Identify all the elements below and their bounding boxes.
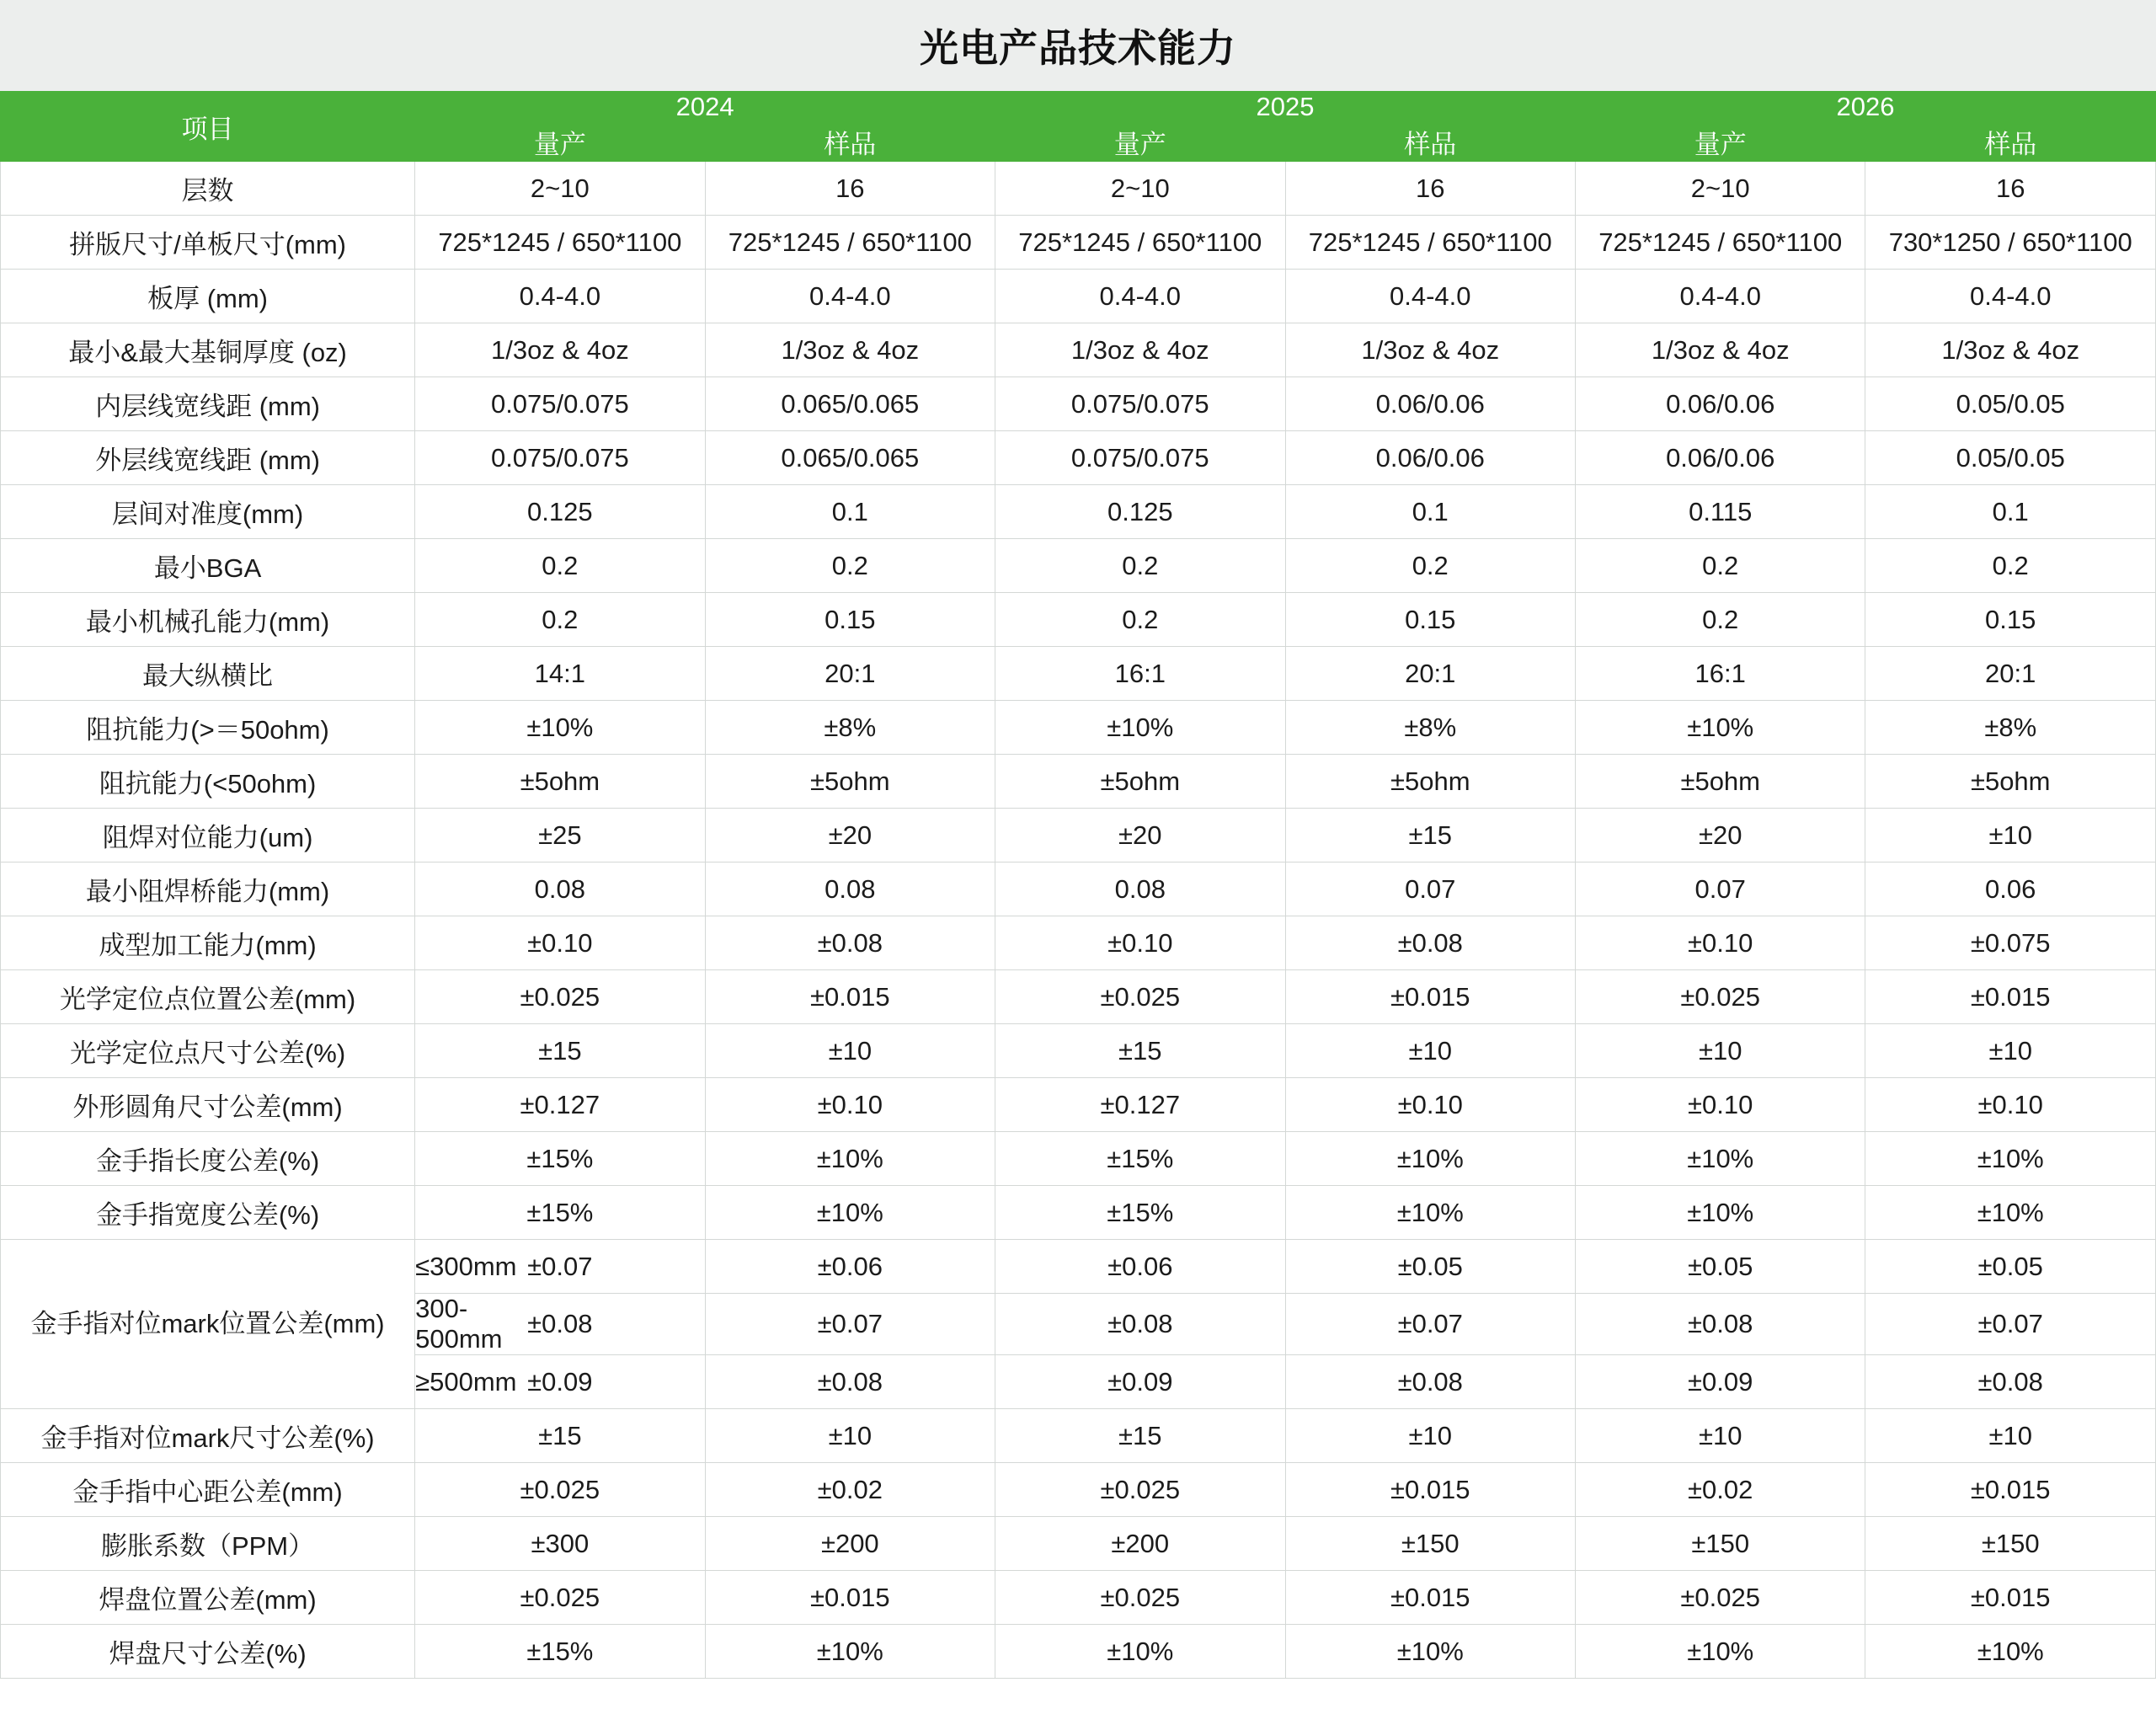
- cell-value: 0.1: [1285, 485, 1575, 539]
- cell-value: 0.125: [995, 485, 1285, 539]
- cell-value: ±0.10: [995, 916, 1285, 970]
- row-label: 最小BGA: [1, 539, 415, 593]
- cell-value: ±10: [1285, 1024, 1575, 1078]
- cell-value: 0.07: [1575, 862, 1865, 916]
- row-label: 内层线宽线距 (mm): [1, 377, 415, 431]
- table-row: [1, 216, 2156, 270]
- cell-value: ±0.02: [705, 1463, 995, 1517]
- table-row: [1, 431, 2156, 485]
- cell-value: 1/3oz & 4oz: [705, 323, 995, 377]
- cell-value: ±0.025: [1575, 970, 1865, 1024]
- page-title-bar: [0, 0, 2156, 91]
- subheader-2024-mass: 量产: [415, 123, 705, 162]
- row-label: 光学定位点尺寸公差(%): [1, 1024, 415, 1078]
- cell-value: ±10: [1865, 809, 2156, 862]
- cell-value: 730*1250 / 650*1100: [1865, 216, 2156, 270]
- cell-value: ±0.06: [995, 1240, 1285, 1294]
- cell-value: ±0.06: [705, 1240, 995, 1294]
- table-row: [1, 970, 2156, 1024]
- cell-value: 0.08: [705, 862, 995, 916]
- cell-value: 0.08: [415, 862, 705, 916]
- row-label: 膨胀系数（PPM）: [1, 1517, 415, 1571]
- cell-value: 0.15: [705, 593, 995, 647]
- cell-value: ±5ohm: [415, 755, 705, 809]
- cell-value: 0.1: [705, 485, 995, 539]
- cell-value: ±10%: [1865, 1186, 2156, 1240]
- cell-value: ±0.075: [1865, 916, 2156, 970]
- cell-value: ±0.015: [1865, 1571, 2156, 1625]
- table-row: [1, 539, 2156, 593]
- cell-value: ±10%: [705, 1625, 995, 1679]
- cell-value: ±20: [705, 809, 995, 862]
- cell-value: ±0.07: [705, 1294, 995, 1355]
- cell-value: ±10: [1865, 1024, 2156, 1078]
- row-label: 最小阻焊桥能力(mm): [1, 862, 415, 916]
- cell-value: ±0.025: [995, 1463, 1285, 1517]
- cell-value: ±0.015: [1285, 1463, 1575, 1517]
- cell-value: ±10%: [995, 1625, 1285, 1679]
- cell-value: 0.05/0.05: [1865, 431, 2156, 485]
- cell-value: ±0.10: [415, 916, 705, 970]
- table-row: [1, 1409, 2156, 1463]
- cell-value: 16:1: [1575, 647, 1865, 701]
- row-label: 最小机械孔能力(mm): [1, 593, 415, 647]
- row-label: 层数: [1, 162, 415, 216]
- row-group-label: 金手指对位mark位置公差(mm): [1, 1240, 415, 1409]
- cell-value: ±0.10: [1575, 1078, 1865, 1132]
- cell-value: 0.2: [1285, 539, 1575, 593]
- cell-value: ±0.015: [705, 970, 995, 1024]
- cell-value: 0.4-4.0: [415, 270, 705, 323]
- cell-value: ±15%: [995, 1186, 1285, 1240]
- cell-value: 0.07: [1285, 862, 1575, 916]
- cell-value: 0.15: [1285, 593, 1575, 647]
- cell-value: 1/3oz & 4oz: [1285, 323, 1575, 377]
- row-label: 阻焊对位能力(um): [1, 809, 415, 862]
- cell-value: 725*1245 / 650*1100: [415, 216, 705, 270]
- table-row: [1, 593, 2156, 647]
- row-label: 焊盘尺寸公差(%): [1, 1625, 415, 1679]
- cell-value: ±0.015: [1865, 970, 2156, 1024]
- cell-value: ±10%: [1575, 1132, 1865, 1186]
- table-row: [1, 1078, 2156, 1132]
- subheader-2026-mass: 量产: [1575, 123, 1865, 162]
- cell-value: 0.065/0.065: [705, 377, 995, 431]
- cell-value: ±10%: [415, 701, 705, 755]
- cell-value: ±150: [1865, 1517, 2156, 1571]
- cell-value: 2~10: [995, 162, 1285, 216]
- row-label: 层间对准度(mm): [1, 485, 415, 539]
- cell-value: 0.06/0.06: [1575, 377, 1865, 431]
- cell-value: ±15%: [995, 1132, 1285, 1186]
- cell-value: 20:1: [705, 647, 995, 701]
- cell-value: ±10%: [995, 701, 1285, 755]
- cell-value: ±10%: [705, 1186, 995, 1240]
- cell-value: 0.075/0.075: [415, 377, 705, 431]
- cell-value: ±0.127: [995, 1078, 1285, 1132]
- cell-value: ±15: [995, 1024, 1285, 1078]
- cell-value: 0.2: [415, 539, 705, 593]
- table-row: [1, 377, 2156, 431]
- cell-value: 0.4-4.0: [1285, 270, 1575, 323]
- cell-value: ±8%: [705, 701, 995, 755]
- cell-value: ±15: [415, 1024, 705, 1078]
- cell-value: ±0.08: [705, 1355, 995, 1409]
- cell-value: 16: [1285, 162, 1575, 216]
- cell-value: 0.05/0.05: [1865, 377, 2156, 431]
- cell-value: 0.2: [705, 539, 995, 593]
- row-label: 板厚 (mm): [1, 270, 415, 323]
- cell-value: ±0.10: [705, 1078, 995, 1132]
- cell-value: ±0.09: [995, 1355, 1285, 1409]
- cell-value: 14:1: [415, 647, 705, 701]
- table-row: [1, 1463, 2156, 1517]
- cell-value: ±5ohm: [1865, 755, 2156, 809]
- cell-value: 1/3oz & 4oz: [1865, 323, 2156, 377]
- cell-value: ±15: [415, 1409, 705, 1463]
- cell-value: ±20: [1575, 809, 1865, 862]
- cell-value: 0.2: [995, 593, 1285, 647]
- cell-value: ±0.08: [705, 916, 995, 970]
- cell-value: ±0.07: [1285, 1294, 1575, 1355]
- cell-value: 1/3oz & 4oz: [1575, 323, 1865, 377]
- cell-value: ±0.08: [1285, 1355, 1575, 1409]
- cell-value: ±0.05: [1575, 1240, 1865, 1294]
- cell-value: 16:1: [995, 647, 1285, 701]
- column-header-item: 项目: [1, 92, 415, 162]
- cell-value: ±0.08: [995, 1294, 1285, 1355]
- cell-value: ±0.015: [705, 1571, 995, 1625]
- table-row: [1, 1024, 2156, 1078]
- cell-value: ±0.10: [1865, 1078, 2156, 1132]
- row-label: 最小&最大基铜厚度 (oz): [1, 323, 415, 377]
- cell-value: ±0.015: [1285, 1571, 1575, 1625]
- subheader-2025-sample: 样品: [1285, 123, 1575, 162]
- cell-value: ±0.025: [1575, 1571, 1865, 1625]
- cell-value: 0.15: [1865, 593, 2156, 647]
- cell-value: ±0.09: [1575, 1355, 1865, 1409]
- table-header: [1, 92, 2156, 162]
- cell-value: ±15: [995, 1409, 1285, 1463]
- subheader-2025-mass: 量产: [995, 123, 1285, 162]
- cell-value: ±10%: [705, 1132, 995, 1186]
- cell-value: ±10: [705, 1024, 995, 1078]
- cell-value: 0.08: [995, 862, 1285, 916]
- table-row: [1, 1571, 2156, 1625]
- column-header-year-2025: 2025: [995, 92, 1576, 123]
- header-row-years: [1, 92, 2156, 123]
- cell-value: 20:1: [1865, 647, 2156, 701]
- cell-value: ±0.10: [1285, 1078, 1575, 1132]
- cell-value: ±0.05: [1285, 1240, 1575, 1294]
- row-label: 金手指宽度公差(%): [1, 1186, 415, 1240]
- cell-value: ±10%: [1865, 1132, 2156, 1186]
- cell-value: ±10%: [1575, 701, 1865, 755]
- table-row: [1, 916, 2156, 970]
- table-row: [1, 1625, 2156, 1679]
- cell-value: ±0.05: [1865, 1240, 2156, 1294]
- cell-value: ±0.025: [415, 1463, 705, 1517]
- table-row: [1, 1132, 2156, 1186]
- cell-value: 0.1: [1865, 485, 2156, 539]
- cell-value: ±5ohm: [1285, 755, 1575, 809]
- cell-value: ±10%: [1285, 1132, 1575, 1186]
- spec-table: [0, 91, 2156, 1679]
- cell-value: ±0.10: [1575, 916, 1865, 970]
- cell-value: 0.4-4.0: [1865, 270, 2156, 323]
- cell-value: ±10%: [1285, 1186, 1575, 1240]
- cell-value: ±200: [995, 1517, 1285, 1571]
- cell-value: ±0.015: [1285, 970, 1575, 1024]
- cell-value: 0.06/0.06: [1285, 377, 1575, 431]
- cell-value: ±0.025: [995, 1571, 1285, 1625]
- cell-value: ±10%: [1575, 1186, 1865, 1240]
- cell-value: ±0.025: [415, 970, 705, 1024]
- cell-value: 0.075/0.075: [995, 377, 1285, 431]
- cell-value: ±5ohm: [1575, 755, 1865, 809]
- table-row: [1, 647, 2156, 701]
- row-label: 成型加工能力(mm): [1, 916, 415, 970]
- cell-value: ±10: [1575, 1409, 1865, 1463]
- cell-value: 0.2: [1575, 539, 1865, 593]
- subheader-2026-sample: 样品: [1865, 123, 2156, 162]
- cell-value: 0.2: [1575, 593, 1865, 647]
- row-label: 拼版尺寸/单板尺寸(mm): [1, 216, 415, 270]
- cell-value: 0.4-4.0: [995, 270, 1285, 323]
- table-row: [1, 1517, 2156, 1571]
- cell-value: 0.4-4.0: [1575, 270, 1865, 323]
- cell-value: ±15%: [415, 1132, 705, 1186]
- cell-value: 2~10: [415, 162, 705, 216]
- table-row: [1, 862, 2156, 916]
- cell-value: ±5ohm: [705, 755, 995, 809]
- cell-value: ±15%: [415, 1186, 705, 1240]
- page-title: 光电产品技术能力: [920, 26, 1236, 70]
- row-label: 阻抗能力(<50ohm): [1, 755, 415, 809]
- cell-value: 0.075/0.075: [995, 431, 1285, 485]
- cell-value: ±0.08: [1575, 1294, 1865, 1355]
- row-label: 焊盘位置公差(mm): [1, 1571, 415, 1625]
- table-body: [1, 162, 2156, 1679]
- cell-value: ±20: [995, 809, 1285, 862]
- cell-value: 1/3oz & 4oz: [415, 323, 705, 377]
- cell-value: 16: [1865, 162, 2156, 216]
- subheader-2024-sample: 样品: [705, 123, 995, 162]
- row-label: 阻抗能力(>＝50ohm): [1, 701, 415, 755]
- cell-value: ±10%: [1865, 1625, 2156, 1679]
- cell-value: ±0.015: [1865, 1463, 2156, 1517]
- cell-value: ±150: [1285, 1517, 1575, 1571]
- cell-value: 0.115: [1575, 485, 1865, 539]
- row-label: 金手指中心距公差(mm): [1, 1463, 415, 1517]
- cell-value: ±0.08: [1865, 1355, 2156, 1409]
- cell-value: ±0.127: [415, 1078, 705, 1132]
- cell-value: ±5ohm: [995, 755, 1285, 809]
- cell-value: 0.06: [1865, 862, 2156, 916]
- cell-value: 20:1: [1285, 647, 1575, 701]
- column-header-year-2026: 2026: [1575, 92, 2155, 123]
- table-row: [1, 809, 2156, 862]
- cell-value: ±0.07: [415, 1240, 705, 1294]
- table-row: [1, 1240, 2156, 1294]
- cell-value: ±25: [415, 809, 705, 862]
- row-label: 光学定位点位置公差(mm): [1, 970, 415, 1024]
- row-label: 金手指对位mark尺寸公差(%): [1, 1409, 415, 1463]
- cell-value: 0.2: [995, 539, 1285, 593]
- cell-value: ±10: [1575, 1024, 1865, 1078]
- cell-value: 2~10: [1575, 162, 1865, 216]
- cell-value: ±10: [1865, 1409, 2156, 1463]
- cell-value: 0.125: [415, 485, 705, 539]
- cell-value: ±200: [705, 1517, 995, 1571]
- cell-value: ±15%: [415, 1625, 705, 1679]
- cell-value: ±0.08: [415, 1294, 705, 1355]
- cell-value: ±8%: [1865, 701, 2156, 755]
- cell-value: 725*1245 / 650*1100: [995, 216, 1285, 270]
- cell-value: ±15: [1285, 809, 1575, 862]
- cell-value: 16: [705, 162, 995, 216]
- cell-value: 0.075/0.075: [415, 431, 705, 485]
- column-header-year-2024: 2024: [415, 92, 995, 123]
- table-row: [1, 270, 2156, 323]
- table-row: [1, 1186, 2156, 1240]
- table-row: [1, 323, 2156, 377]
- table-row: [1, 701, 2156, 755]
- cell-value: 0.06/0.06: [1575, 431, 1865, 485]
- cell-value: ±150: [1575, 1517, 1865, 1571]
- cell-value: 0.06/0.06: [1285, 431, 1575, 485]
- cell-value: ±300: [415, 1517, 705, 1571]
- cell-value: ±0.09: [415, 1355, 705, 1409]
- cell-value: ±0.02: [1575, 1463, 1865, 1517]
- cell-value: 0.2: [1865, 539, 2156, 593]
- cell-value: ±0.07: [1865, 1294, 2156, 1355]
- cell-value: 725*1245 / 650*1100: [705, 216, 995, 270]
- cell-value: 0.4-4.0: [705, 270, 995, 323]
- cell-value: ±8%: [1285, 701, 1575, 755]
- row-label: 外形圆角尺寸公差(mm): [1, 1078, 415, 1132]
- cell-value: ±10: [1285, 1409, 1575, 1463]
- cell-value: ±0.025: [995, 970, 1285, 1024]
- cell-value: 0.2: [415, 593, 705, 647]
- cell-value: ±0.08: [1285, 916, 1575, 970]
- cell-value: 725*1245 / 650*1100: [1285, 216, 1575, 270]
- row-label: 最大纵横比: [1, 647, 415, 701]
- row-label: 外层线宽线距 (mm): [1, 431, 415, 485]
- cell-value: ±10: [705, 1409, 995, 1463]
- cell-value: ±0.025: [415, 1571, 705, 1625]
- table-row: [1, 162, 2156, 216]
- cell-value: 725*1245 / 650*1100: [1575, 216, 1865, 270]
- cell-value: ±10%: [1575, 1625, 1865, 1679]
- row-label: 金手指长度公差(%): [1, 1132, 415, 1186]
- table-row: [1, 485, 2156, 539]
- cell-value: 0.065/0.065: [705, 431, 995, 485]
- cell-value: ±10%: [1285, 1625, 1575, 1679]
- table-row: [1, 755, 2156, 809]
- cell-value: 1/3oz & 4oz: [995, 323, 1285, 377]
